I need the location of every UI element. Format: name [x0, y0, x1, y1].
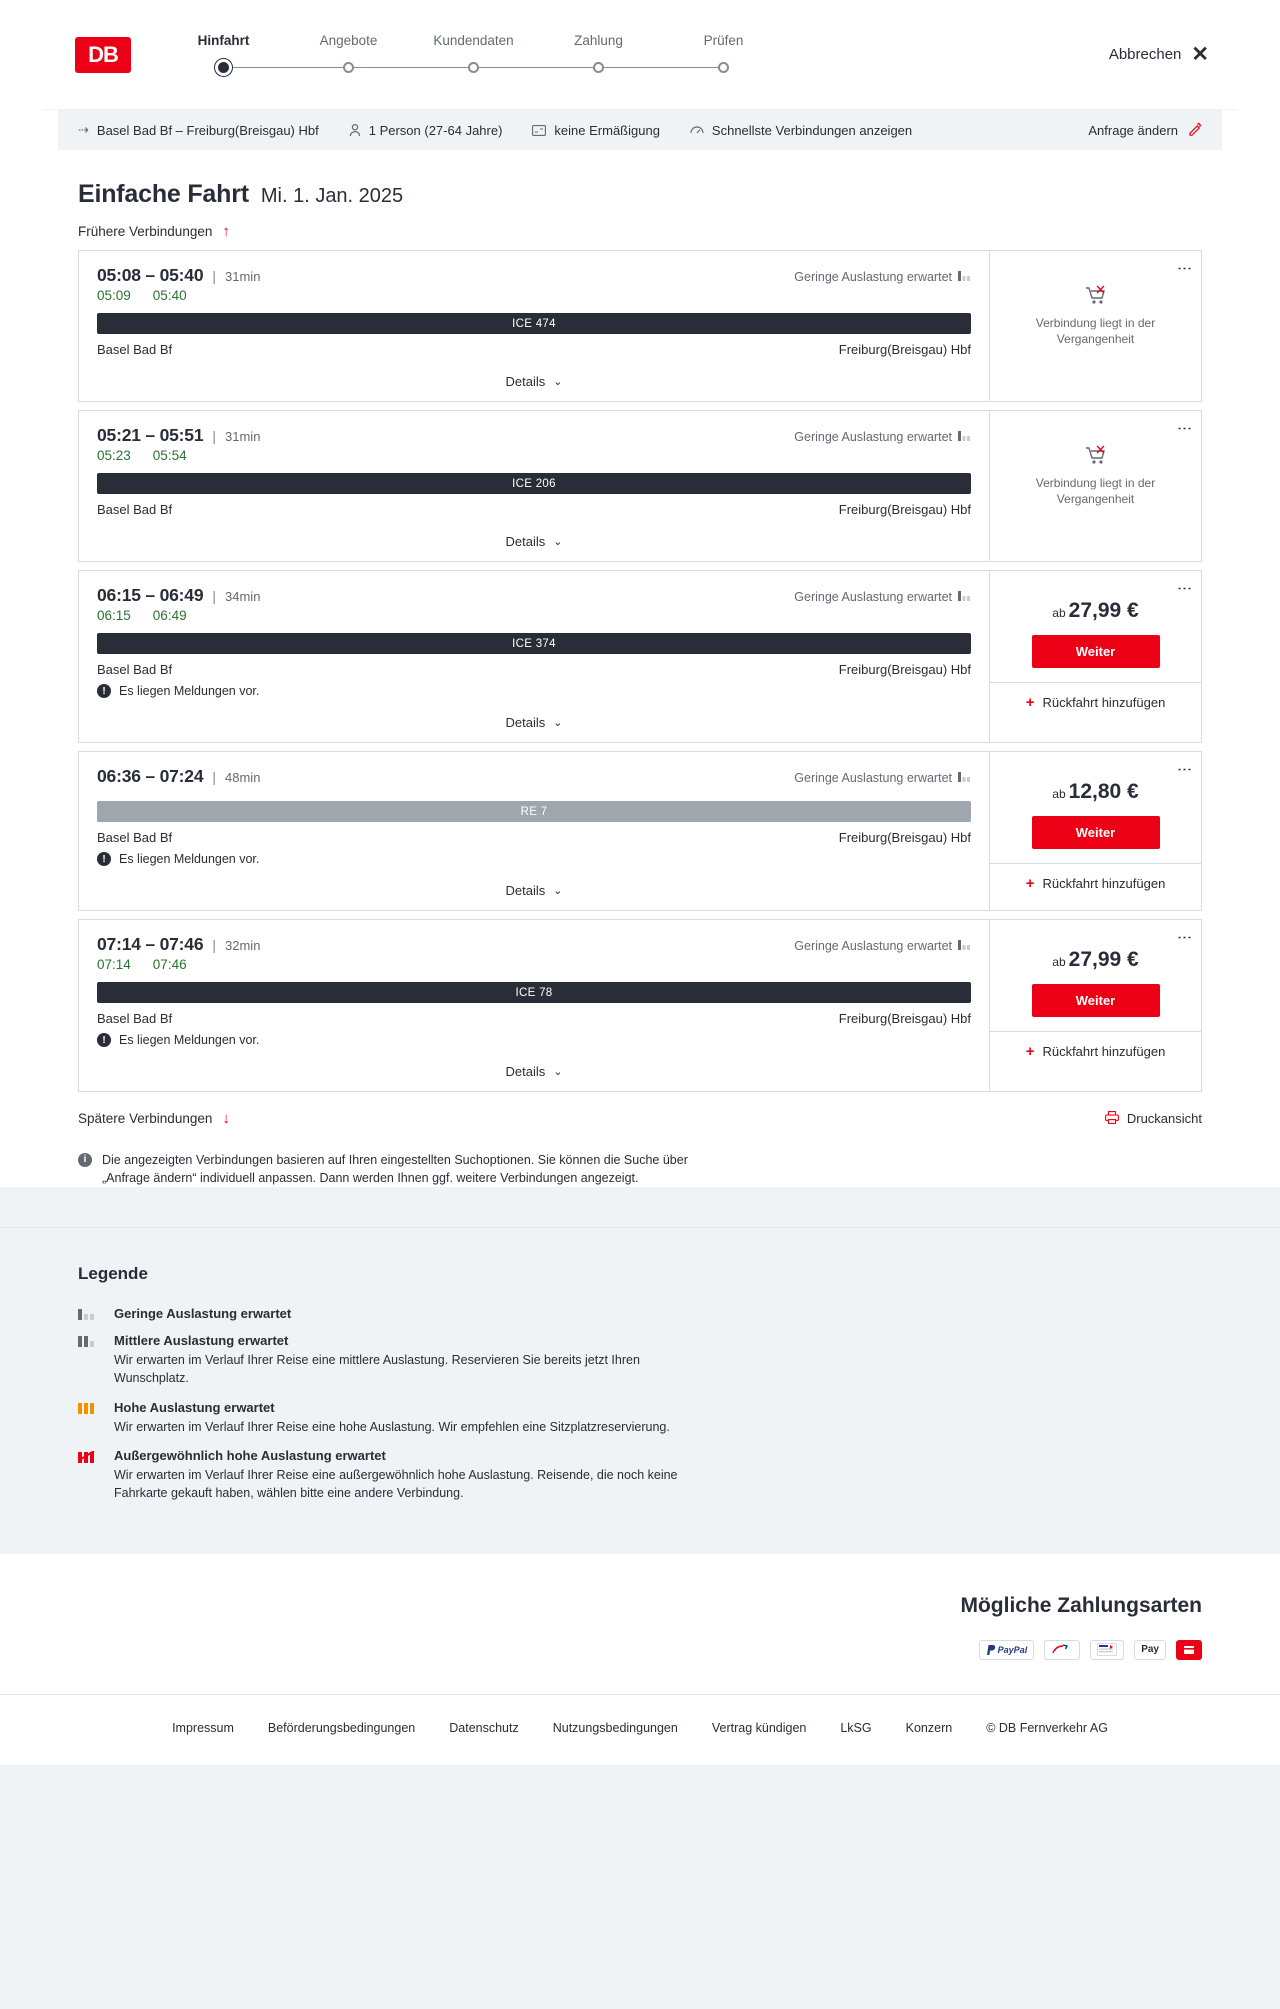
payments-region — [0, 1554, 1280, 1694]
query-discount[interactable] — [532, 123, 660, 138]
message-label: Es liegen Meldungen vor. — [119, 1033, 260, 1047]
edit-query-button[interactable] — [1088, 122, 1202, 139]
utilization-label: Geringe Auslastung erwartet — [794, 939, 952, 953]
destination-station: Freiburg(Breisgau) Hbf — [838, 342, 971, 357]
earlier-connections-button[interactable] — [78, 223, 1202, 240]
add-return-label: Rückfahrt hinzufügen — [1042, 695, 1166, 710]
footer-link-befoerderungsbedingungen[interactable]: Beförderungsbedingungen — [267, 1720, 416, 1735]
pencil-icon — [1188, 122, 1202, 139]
footer-link-nutzungsbedingungen[interactable]: Nutzungsbedingungen — [552, 1720, 678, 1735]
card-icon — [532, 125, 546, 136]
connection-times: 05:08 – 05:40 — [97, 265, 204, 285]
main-region — [0, 150, 1280, 1187]
destination-station: Freiburg(Breisgau) Hbf — [838, 830, 971, 845]
actual-departure: 07:14 — [97, 957, 131, 972]
price-block — [990, 752, 1201, 849]
step-dot — [468, 62, 479, 73]
continue-button[interactable]: Weiter — [1032, 635, 1160, 668]
legend-item-title: Geringe Auslastung erwartet — [114, 1306, 292, 1322]
connection-message[interactable] — [97, 1033, 971, 1047]
info-icon: ! — [97, 684, 111, 698]
db-logo[interactable]: DB — [75, 37, 131, 73]
printer-icon — [1105, 1111, 1119, 1127]
details-toggle[interactable] — [97, 361, 971, 401]
print-label: Druckansicht — [1126, 1111, 1202, 1126]
connection-message[interactable] — [97, 684, 971, 698]
actual-arrival: 06:49 — [152, 608, 187, 623]
utilization-bars-icon — [78, 1306, 100, 1321]
payment-icons — [78, 1640, 1202, 1660]
later-label: Spätere Verbindungen — [78, 1111, 213, 1126]
step-label: Kundendaten — [433, 33, 514, 48]
print-view-button[interactable] — [1105, 1111, 1202, 1127]
price-value — [990, 780, 1201, 804]
legend-region — [0, 1227, 1280, 1554]
train-bar — [97, 473, 971, 494]
utilization-label: Geringe Auslastung erwartet — [794, 270, 952, 284]
cart-disabled-icon — [1084, 445, 1108, 467]
actual-arrival: 05:40 — [152, 288, 187, 303]
legend-item-title: Außergewöhnlich hohe Auslastung erwartet — [114, 1447, 386, 1463]
details-label: Details — [505, 883, 546, 898]
past-connection-note — [1021, 445, 1171, 507]
person-icon — [349, 124, 361, 137]
hint-text: Die angezeigten Verbindungen basieren auf Ihren eingestellten Suchoptionen. Sie können die Suche über „Anfrage ändern“ individuell anpassen. Dann werden Ihnen ggf. weitere Verbindungen angezeigt. — [102, 1153, 688, 1186]
utilization-bars-icon — [958, 430, 971, 444]
connection-time-row — [97, 425, 971, 446]
speed-icon — [690, 124, 704, 136]
step-connector — [349, 67, 474, 68]
past-note-label: Verbindung liegt in der Vergangenheit — [1035, 316, 1156, 347]
step-label: Prüfen — [703, 33, 744, 48]
connection-duration: 31min — [225, 269, 261, 284]
connection-time-row — [97, 934, 971, 955]
train-name: RE 7 — [520, 805, 548, 818]
details-toggle[interactable] — [97, 521, 971, 561]
later-connections-button[interactable] — [78, 1110, 230, 1127]
arrow-up-icon: ↑ — [222, 223, 230, 240]
continue-button[interactable]: Weiter — [1032, 816, 1160, 849]
legend-title: Legende — [78, 1264, 148, 1284]
price-block — [990, 571, 1201, 668]
query-speed-label: Schnellste Verbindungen anzeigen — [711, 122, 913, 138]
utilization-indicator — [794, 270, 971, 284]
footer-link-datenschutz[interactable]: Datenschutz — [449, 1720, 519, 1735]
price-block — [990, 920, 1201, 1017]
step-connector — [474, 67, 599, 68]
time-separator: | — [212, 588, 217, 604]
utilization-indicator — [794, 430, 971, 444]
time-separator: | — [212, 937, 217, 953]
price-amount: 27,99 € — [1068, 948, 1139, 971]
connection-row[interactable] — [78, 751, 1202, 911]
payments-block — [58, 1554, 1222, 1694]
origin-station: Basel Bad Bf — [97, 342, 173, 357]
connection-duration: 48min — [225, 770, 261, 785]
legend-item-medium — [78, 1333, 1202, 1387]
message-label: Es liegen Meldungen vor. — [119, 852, 260, 866]
connection-row[interactable] — [78, 919, 1202, 1092]
legend-block — [58, 1228, 1222, 1554]
utilization-label: Geringe Auslastung erwartet — [794, 771, 952, 785]
actual-arrival: 07:46 — [152, 957, 187, 972]
connection-actual-times — [97, 957, 971, 972]
more-options-icon[interactable]: ⋮ — [1176, 930, 1193, 945]
price-value — [990, 948, 1201, 972]
chevron-down-icon: ⌄ — [553, 1066, 563, 1078]
details-label: Details — [505, 715, 546, 730]
train-bar — [97, 633, 971, 654]
details-label: Details — [505, 534, 546, 549]
step-angebote[interactable] — [286, 33, 411, 76]
legend-item-body — [114, 1306, 1202, 1321]
querybar-region — [0, 110, 1280, 150]
legend-item-body — [114, 1400, 1202, 1436]
edit-query-label: Anfrage ändern — [1088, 122, 1178, 138]
connection-time-row — [97, 766, 971, 787]
destination-station: Freiburg(Breisgau) Hbf — [838, 502, 971, 517]
header-region — [0, 0, 1280, 110]
connection-action-panel — [989, 251, 1201, 401]
add-return-trip-button[interactable] — [990, 863, 1201, 903]
progress-stepper — [161, 33, 786, 76]
connection-action-panel — [989, 571, 1201, 742]
earlier-label: Frühere Verbindungen — [78, 224, 213, 239]
connection-row[interactable] — [78, 570, 1202, 743]
connection-action-panel — [989, 752, 1201, 910]
legend-item-desc: Wir erwarten im Verlauf Ihrer Reise eine mittlere Auslastung. Reservieren Sie bereits jetzt Ihren Wunschplatz. — [114, 1353, 640, 1386]
chevron-down-icon: ⌄ — [553, 536, 563, 548]
step-dot — [343, 62, 354, 73]
connection-details — [79, 571, 989, 742]
connection-message[interactable] — [97, 852, 971, 866]
price-prefix: ab — [1052, 606, 1066, 620]
connection-times: 05:21 – 05:51 — [97, 425, 204, 445]
add-return-trip-button[interactable] — [990, 682, 1201, 722]
query-passengers-label: 1 Person (27-64 Jahre) — [368, 122, 503, 138]
connection-times: 06:36 – 07:24 — [97, 766, 204, 786]
utilization-bars-crossed-icon — [78, 1448, 100, 1502]
legend-item-body — [114, 1333, 1202, 1387]
query-speed[interactable] — [690, 123, 912, 138]
step-label: Angebote — [319, 33, 378, 48]
step-connector — [224, 67, 349, 68]
connection-actual-times — [97, 288, 971, 303]
connection-details — [79, 752, 989, 910]
search-hint — [78, 1151, 718, 1187]
connection-duration: 32min — [225, 938, 261, 953]
legend-item-desc: Wir erwarten im Verlauf Ihrer Reise eine hohe Auslastung. Wir empfehlen eine Sitzplatzreservierung. — [114, 1419, 670, 1434]
legend-item-body — [114, 1448, 1202, 1502]
utilization-label: Geringe Auslastung erwartet — [794, 590, 952, 604]
footer-links — [58, 1695, 1222, 1765]
connection-details — [79, 411, 989, 561]
info-icon: ! — [97, 852, 111, 866]
more-options-icon[interactable]: ⋮ — [1176, 581, 1193, 596]
footer-link-vertrag-kuendigen[interactable]: Vertrag kündigen — [711, 1720, 807, 1735]
connection-stations — [97, 830, 971, 845]
query-route[interactable] — [78, 122, 319, 138]
utilization-indicator — [794, 939, 971, 953]
connection-stations — [97, 342, 971, 357]
train-name: ICE 374 — [512, 637, 556, 650]
train-name: ICE 206 — [512, 477, 556, 490]
query-passengers[interactable] — [349, 123, 503, 138]
origin-station: Basel Bad Bf — [97, 1011, 173, 1026]
legend-item-title: Hohe Auslastung erwartet — [114, 1399, 275, 1415]
results-main — [58, 150, 1222, 1187]
chevron-down-icon: ⌄ — [553, 717, 563, 729]
add-return-label: Rückfahrt hinzufügen — [1042, 876, 1166, 891]
close-icon: ✕ — [1191, 43, 1209, 66]
giropay-icon — [1044, 1640, 1080, 1660]
booking-header — [43, 0, 1237, 110]
applepay-icon: Pay — [1134, 1640, 1166, 1660]
more-options-icon[interactable]: ⋮ — [1176, 421, 1193, 436]
details-toggle[interactable] — [97, 870, 971, 910]
connection-times: 07:14 – 07:46 — [97, 934, 204, 954]
step-label: Zahlung — [574, 33, 623, 48]
connection-actual-times — [97, 448, 971, 463]
time-separator: | — [212, 769, 217, 785]
connection-stations — [97, 662, 971, 677]
connection-duration: 31min — [225, 429, 261, 444]
legend-item-very-high — [78, 1448, 1202, 1502]
actual-departure: 05:23 — [97, 448, 131, 463]
utilization-bars-icon — [78, 1333, 100, 1387]
arrow-down-icon: ↓ — [222, 1110, 230, 1127]
paypal-label: PayPal — [997, 1644, 1028, 1655]
step-kundendaten[interactable] — [411, 33, 536, 76]
past-note-label: Verbindung liegt in der Vergangenheit — [1035, 476, 1156, 507]
train-name: ICE 474 — [512, 317, 556, 330]
step-connector — [599, 67, 724, 68]
utilization-indicator — [794, 590, 971, 604]
utilization-bars-icon — [958, 270, 971, 284]
details-toggle[interactable] — [97, 1051, 971, 1091]
connection-stations — [97, 502, 971, 517]
add-return-label: Rückfahrt hinzufügen — [1042, 1044, 1166, 1059]
footer-link-impressum[interactable]: Impressum — [172, 1720, 234, 1735]
time-separator: | — [212, 428, 217, 444]
legend-item-title: Mittlere Auslastung erwartet — [114, 1333, 289, 1349]
plus-icon: + — [1025, 694, 1035, 711]
chevron-down-icon: ⌄ — [553, 885, 563, 897]
query-summary-bar — [58, 110, 1222, 150]
cart-disabled-icon — [1084, 285, 1108, 307]
utilization-bars-icon — [958, 590, 971, 604]
connection-stations — [97, 1011, 971, 1026]
plus-icon: + — [1025, 875, 1035, 892]
actual-departure: 05:09 — [97, 288, 131, 303]
page-title-row — [78, 180, 1202, 209]
connection-row[interactable] — [78, 410, 1202, 562]
connection-times: 06:15 – 06:49 — [97, 585, 204, 605]
connection-list — [78, 250, 1202, 1092]
creditcard-icon — [1176, 1640, 1202, 1660]
past-connection-note — [1021, 285, 1171, 347]
route-arrow-icon: ⇢ — [78, 122, 89, 137]
more-options-icon[interactable]: ⋮ — [1176, 261, 1193, 276]
footer-link-lksg[interactable]: LkSG — [840, 1720, 872, 1735]
step-zahlung[interactable] — [536, 33, 661, 76]
connection-row[interactable] — [78, 250, 1202, 402]
connection-details — [79, 920, 989, 1091]
actual-arrival: 05:54 — [152, 448, 187, 463]
plus-icon: + — [1025, 1043, 1035, 1060]
step-hinfahrt[interactable] — [161, 33, 286, 76]
travel-date: Mi. 1. Jan. 2025 — [260, 185, 404, 207]
connection-details — [79, 251, 989, 401]
origin-station: Basel Bad Bf — [97, 662, 173, 677]
payments-title: Mögliche Zahlungsarten — [960, 1593, 1202, 1617]
connection-action-panel — [989, 920, 1201, 1091]
sepa-icon — [1090, 1640, 1124, 1660]
step-pruefen[interactable] — [661, 33, 786, 76]
actual-departure: 06:15 — [97, 608, 131, 623]
page-title: Einfache Fahrt — [78, 180, 249, 208]
step-dot — [593, 62, 604, 73]
utilization-bars-icon — [958, 939, 971, 953]
utilization-bars-icon — [958, 771, 971, 785]
price-prefix: ab — [1052, 787, 1066, 801]
details-toggle[interactable] — [97, 702, 971, 742]
step-dot — [218, 62, 229, 73]
connection-action-panel — [989, 411, 1201, 561]
origin-station: Basel Bad Bf — [97, 830, 173, 845]
train-bar — [97, 313, 971, 334]
utilization-bars-icon — [78, 1400, 100, 1436]
cancel-label: Abbrechen — [1108, 46, 1182, 63]
footer-copyright: © DB Fernverkehr AG — [986, 1720, 1108, 1735]
destination-station: Freiburg(Breisgau) Hbf — [838, 1011, 971, 1026]
utilization-indicator — [794, 771, 971, 785]
add-return-trip-button[interactable] — [990, 1031, 1201, 1071]
cancel-button[interactable] — [1109, 44, 1209, 65]
info-icon: ! — [97, 1033, 111, 1047]
continue-button[interactable]: Weiter — [1032, 984, 1160, 1017]
paypal-icon — [979, 1640, 1035, 1660]
connection-duration: 34min — [225, 589, 261, 604]
query-discount-label: keine Ermäßigung — [554, 122, 660, 138]
time-separator: | — [212, 268, 217, 284]
train-bar — [97, 982, 971, 1003]
more-options-icon[interactable]: ⋮ — [1176, 762, 1193, 777]
details-label: Details — [505, 1064, 546, 1079]
price-amount: 12,80 € — [1068, 780, 1139, 803]
footer-link-konzern[interactable]: Konzern — [905, 1720, 953, 1735]
connection-time-row — [97, 585, 971, 606]
train-name: ICE 78 — [515, 986, 553, 999]
origin-station: Basel Bad Bf — [97, 502, 173, 517]
destination-station: Freiburg(Breisgau) Hbf — [838, 662, 971, 677]
step-label: Hinfahrt — [197, 33, 250, 48]
chevron-down-icon: ⌄ — [553, 376, 563, 388]
utilization-label: Geringe Auslastung erwartet — [794, 430, 952, 444]
price-prefix: ab — [1052, 955, 1066, 969]
price-value — [990, 599, 1201, 623]
step-dot — [718, 62, 729, 73]
info-icon: i — [78, 1153, 92, 1167]
list-footer-row — [78, 1100, 1202, 1137]
price-amount: 27,99 € — [1068, 599, 1139, 622]
footer-region — [0, 1694, 1280, 1765]
legend-item-low — [78, 1306, 1202, 1321]
connection-time-row — [97, 265, 971, 286]
train-bar — [97, 801, 971, 822]
legend-item-high — [78, 1400, 1202, 1436]
connection-actual-times — [97, 608, 971, 623]
legend-item-desc: Wir erwarten im Verlauf Ihrer Reise eine außergewöhnlich hohe Auslastung. Reisende, die noch keine Fahrkarte gekauft haben, wählen bitte eine andere Verbindung. — [114, 1467, 678, 1500]
message-label: Es liegen Meldungen vor. — [119, 684, 260, 698]
details-label: Details — [505, 374, 546, 389]
query-route-label: Basel Bad Bf – Freiburg(Breisgau) Hbf — [96, 122, 319, 138]
